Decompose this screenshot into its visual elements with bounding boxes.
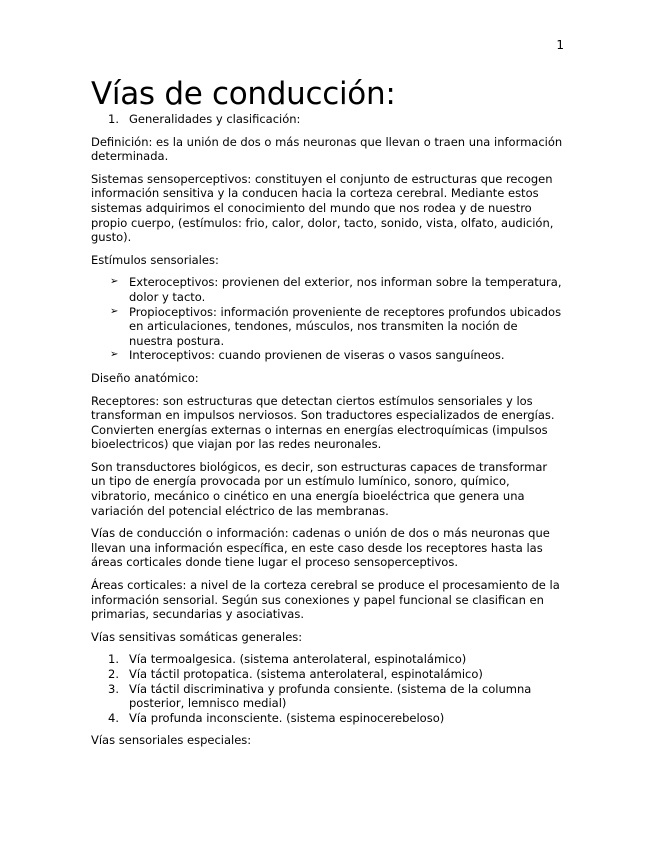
section-heading-list [91, 112, 565, 127]
sensory-stimuli-heading: Estímulos sensoriales: [91, 252, 219, 267]
pathway-text: Vía táctil discriminativa y profunda consiente. (sistema de la columna posterior, lemnisco medial) [129, 681, 532, 711]
list-item [91, 275, 565, 304]
stimulus-text: Interoceptivos: cuando provienen de viseras o vasos sanguíneos. [129, 348, 505, 363]
pathway-number: 1. [108, 652, 119, 667]
section-heading [91, 112, 565, 127]
document-body [91, 76, 565, 756]
cortical-areas-paragraph: Áreas corticales: a nivel de la corteza cerebral se produce el procesamiento de la información sensorial. Según sus conexiones y papel funcional se clasifican en primarias, secundarias y asociativas. [91, 578, 560, 622]
pathway-text: Vía profunda inconsciente. (sistema espinocerebeloso) [129, 710, 445, 725]
list-item [91, 652, 565, 667]
page-number: 1 [556, 38, 564, 52]
somatic-pathways-heading: Vías sensitivas somáticas generales: [91, 629, 303, 644]
document-title: Vías de conducción: [91, 76, 396, 112]
sensoperceptive-systems-paragraph: Sistemas sensoperceptivos: constituyen el conjunto de estructuras que recogen información sensitiva y la conducen hacia la corteza cerebral. Mediante estos sistemas adquirimos el conocimiento del mundo que nos rodea y de nuestro propio cuerpo, (estímulos: frio, calor, dolor, tacto, sonido, vista, olfato, audición, gusto). [91, 171, 554, 245]
list-item [91, 305, 565, 349]
pathway-number: 4. [108, 710, 119, 725]
pathway-text: Vía termoalgesica. (sistema anterolateral, espinotalámico) [129, 652, 467, 667]
list-item [91, 711, 565, 726]
pathway-text: Vía táctil protopatica. (sistema anterolateral, espinotalámico) [129, 667, 483, 681]
pathways-list [91, 652, 565, 725]
special-sensory-pathways-heading: Vías sensoriales especiales: [91, 733, 252, 748]
stimulus-text: Exteroceptivos: provienen del exterior, nos informan sobre la temperatura, dolor y tacto. [129, 275, 562, 304]
arrow-bullet-icon: ➢ [110, 305, 119, 317]
conduction-pathways-paragraph: Vías de conducción o información: cadenas o unión de dos o más neuronas que llevan una información específica, en este caso desde los receptores hasta las áreas corticales donde tiene lugar el proceso sensoperceptivos. [91, 526, 550, 570]
stimuli-list [91, 275, 565, 363]
definition-paragraph: Definición: es la unión de dos o más neuronas que llevan o traen una información determinada. [91, 134, 563, 164]
arrow-bullet-icon: ➢ [110, 276, 119, 288]
transducers-paragraph: Son transductores biológicos, es decir, son estructuras capaces de transformar un tipo de energía provocada por un estímulo lumínico, sonoro, químico, vibratorio, mecánico o cinético en una energía bioeléctrica que genera una variación del potencial eléctrico de las membranas. [91, 459, 548, 518]
pathway-number: 3. [108, 681, 119, 696]
receptors-paragraph: Receptores: son estructuras que detectan ciertos estímulos sensoriales y los transforman en impulsos nerviosos. Son traductores especializados de energías. Convierten energías externas o internas en energías electroquímicas (impulsos bioelectricos) que viajan por las redes neuronales. [91, 393, 555, 452]
section-heading-text: Generalidades y clasificación: [129, 112, 301, 126]
list-item [91, 682, 565, 711]
list-item [91, 348, 565, 363]
list-item [91, 667, 565, 682]
anatomical-design-heading: Diseño anatómico: [91, 370, 199, 385]
stimulus-text: Propioceptivos: información proveniente de receptores profundos ubicados en articulaciones, tendones, músculos, nos transmiten la noción de nuestra postura. [129, 304, 562, 348]
section-heading-number: 1. [108, 112, 119, 126]
pathway-number: 2. [108, 667, 119, 681]
arrow-bullet-icon: ➢ [110, 349, 119, 361]
